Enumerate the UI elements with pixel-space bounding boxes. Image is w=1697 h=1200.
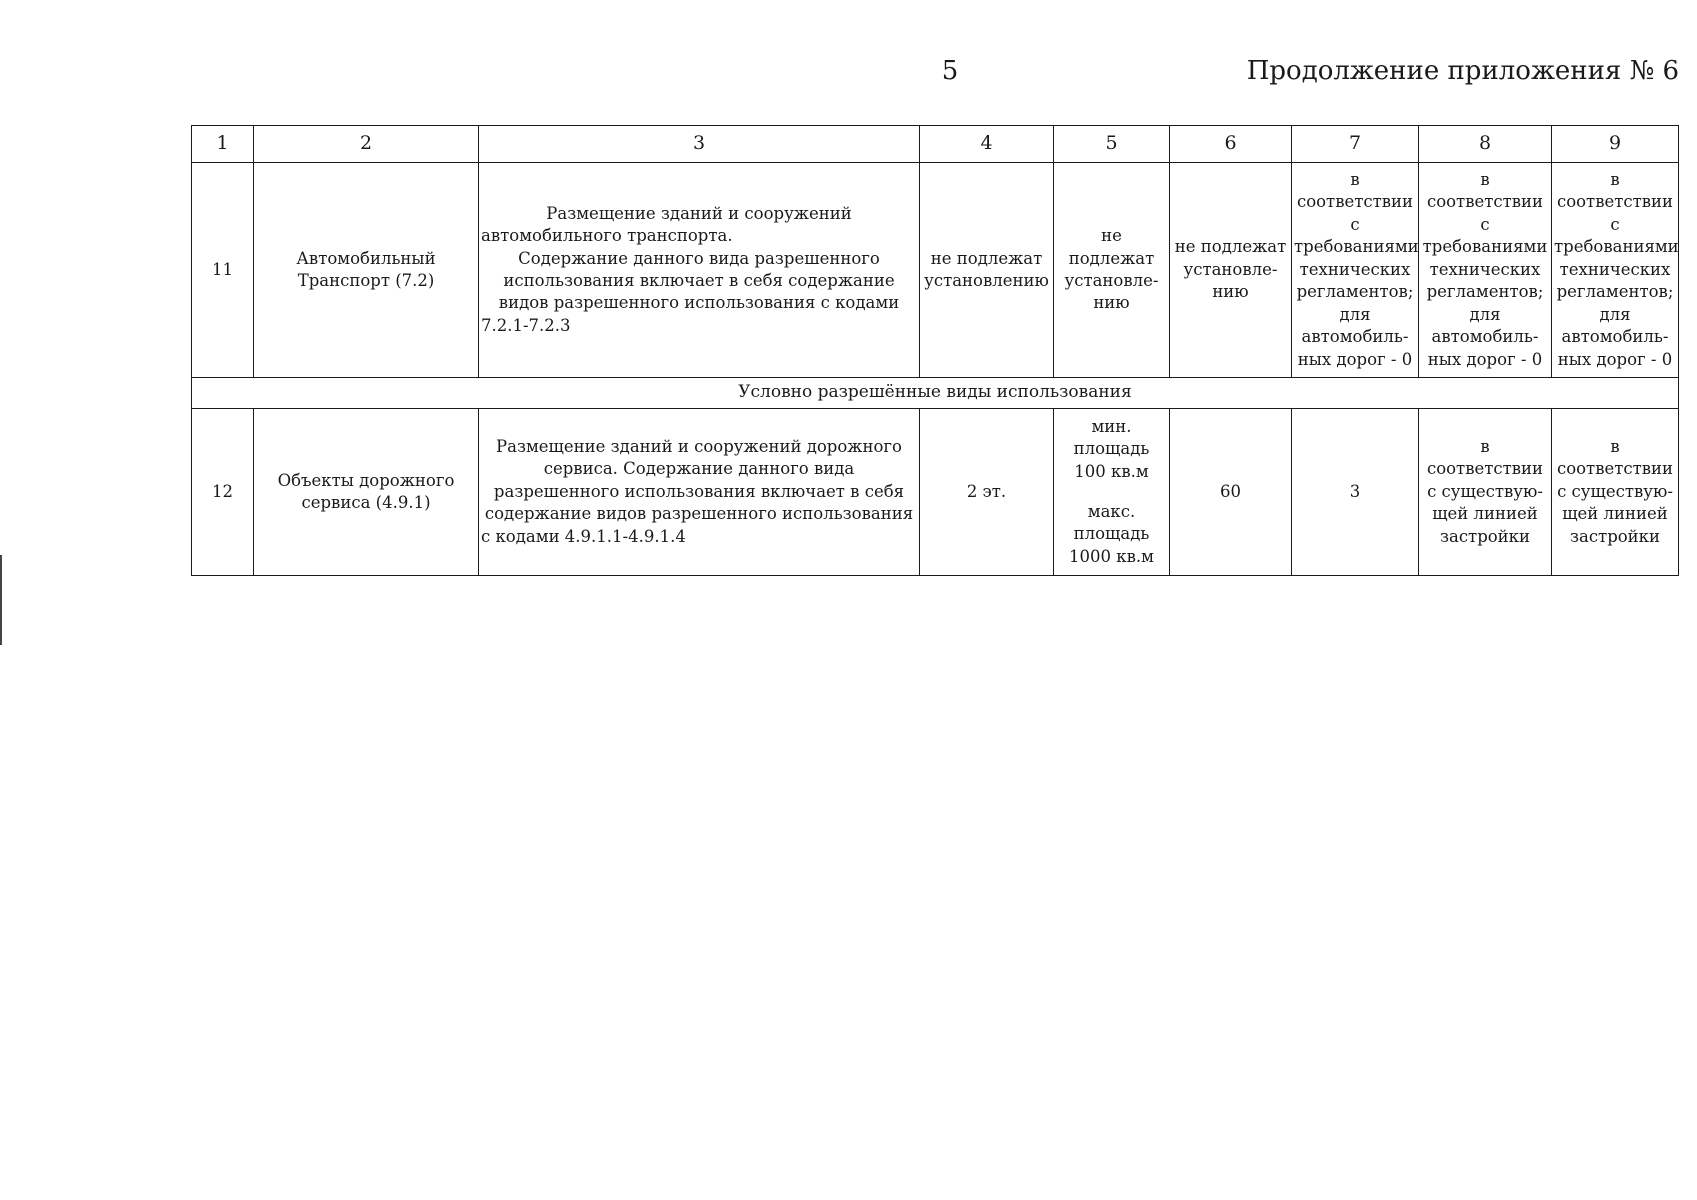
plot-area-cell	[1054, 409, 1170, 576]
setback-red-line-cell: в соответствии с существую-щей линией застройки	[1419, 409, 1552, 576]
scan-edge-mark	[0, 555, 2, 645]
land-use-description	[479, 163, 920, 378]
description-line: Размещение зданий и сооружений автомобильного транспорта.	[481, 203, 852, 246]
min-setback-cell: в соответствии с требованиями технических регламентов; для автомобиль-ных дорог - 0	[1292, 163, 1419, 378]
setback-building-line-cell: в соответствии с требованиями технических регламентов; для автомобиль-ных дорог - 0	[1552, 163, 1679, 378]
table-row	[192, 163, 1679, 378]
column-number: 4	[920, 126, 1054, 163]
max-coverage-cell: 60	[1170, 409, 1292, 576]
column-number: 7	[1292, 126, 1419, 163]
column-number: 1	[192, 126, 254, 163]
max-floors-cell: не подлежат установлению	[920, 163, 1054, 378]
section-header-row	[192, 378, 1679, 409]
land-use-description: Размещение зданий и сооружений дорожного сервиса. Содержание данного вида разрешенного использования включает в себя содержание видов разрешенного использования с кодами 4.9.1.1-4.9.1.4	[479, 409, 920, 576]
max-floors-cell: 2 эт.	[920, 409, 1054, 576]
setback-red-line-cell: в соответствии с требованиями технических регламентов; для автомобиль-ных дорог - 0	[1419, 163, 1552, 378]
land-use-regulations-table	[191, 125, 1679, 576]
setback-building-line-cell: в соответствии с существую-щей линией застройки	[1552, 409, 1679, 576]
page-number: 5	[941, 56, 959, 86]
column-number: 2	[254, 126, 479, 163]
column-number: 6	[1170, 126, 1292, 163]
column-number: 8	[1419, 126, 1552, 163]
description-line: Содержание данного вида разрешенного использования включает в себя содержание видов разрешенного использования с кодами 7.2.1-7.2.3	[481, 248, 900, 335]
spacer	[1056, 483, 1167, 501]
land-use-type-name: Автомобильный Транспорт (7.2)	[254, 163, 479, 378]
table-row	[192, 409, 1679, 576]
column-number: 5	[1054, 126, 1170, 163]
max-area-text: макс. площадь 1000 кв.м	[1069, 502, 1154, 566]
min-area-text: мин. площадь 100 кв.м	[1073, 416, 1150, 481]
row-number: 12	[192, 409, 254, 576]
column-number: 9	[1552, 126, 1679, 163]
land-use-type-name: Объекты дорожного сервиса (4.9.1)	[254, 409, 479, 576]
column-number: 3	[479, 126, 920, 163]
appendix-continuation-note: Продолжение приложения № 6	[1246, 56, 1679, 86]
plot-area-cell: не подлежат установле-нию	[1054, 163, 1170, 378]
min-setback-cell: 3	[1292, 409, 1419, 576]
section-title: Условно разрешённые виды использования	[192, 378, 1679, 409]
row-number: 11	[192, 163, 254, 378]
max-coverage-cell: не подлежат установле-нию	[1170, 163, 1292, 378]
column-number-row	[192, 126, 1679, 163]
